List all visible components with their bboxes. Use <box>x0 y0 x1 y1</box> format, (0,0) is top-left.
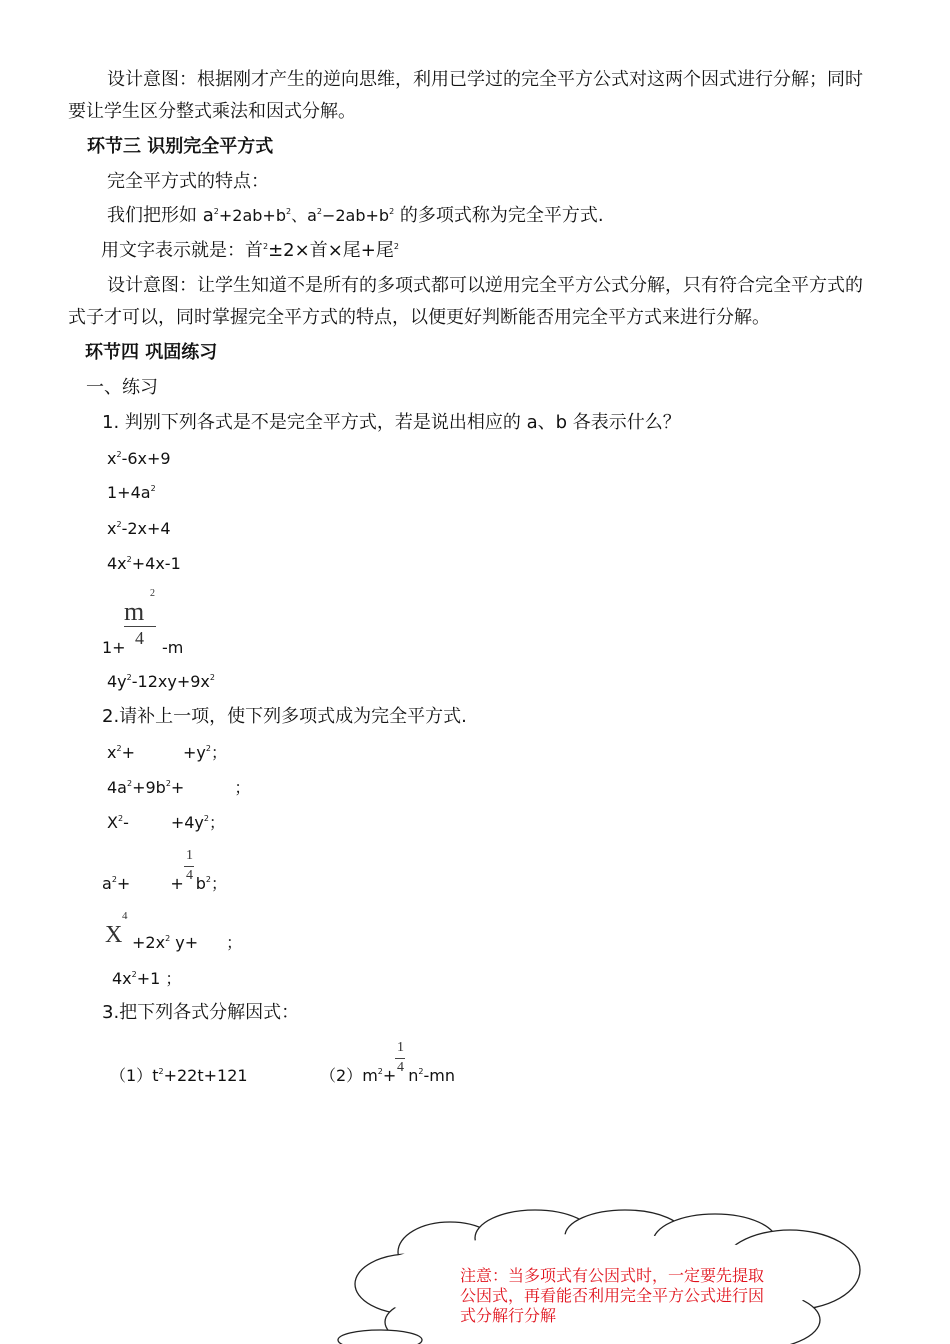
q2-item-3: $X^2- +4y^2$； <box>107 813 226 832</box>
fraction-numerator: 1 <box>397 1040 404 1055</box>
q3-item-1: $(1)t^2+22t+121$ <box>110 1066 248 1085</box>
fraction-denominator: 4 <box>397 1060 404 1075</box>
fraction-denominator: 4 <box>186 868 193 883</box>
q2-item-1: $x^2+ +y^2$； <box>107 743 227 762</box>
features-heading: 完全平方式的特点： <box>107 171 269 192</box>
exponent-4: 4 <box>122 910 128 922</box>
section4-title: 环节四 巩固练习 <box>85 342 218 363</box>
intent-line-1: 设计意图：根据刚才产生的逆向思维，利用已学过的完全平方公式对这两个因式进行分解；同时 <box>107 69 863 90</box>
fraction-numerator-m: m <box>124 597 145 626</box>
q1-item-2: $1+4a^2$ <box>107 483 156 502</box>
fraction-denominator: 4 <box>135 628 144 648</box>
part1-heading: 一、练习 <box>86 377 158 398</box>
item5-expression: $+2x^2$ y+ ； <box>132 933 243 952</box>
item5-suffix: -m <box>162 638 184 657</box>
big-x: X <box>105 922 123 948</box>
q1-item-1: $x^2-6x+9$ <box>107 449 171 468</box>
definition-prefix: 我们把形如 a <box>107 205 214 226</box>
fraction-numerator: 1 <box>186 848 193 863</box>
q1-item-4: $4x^2+4x-1$ <box>107 554 181 573</box>
q2-item-2: $4a^2+9b^2+$ ； <box>107 778 251 797</box>
definition-line: 我们把形如 $a^2+2ab+b^2$、$a^2-2ab+b^2$ 的多项式称为完全平方式. <box>107 205 604 226</box>
question-3: 3.把下列各式分解因式： <box>102 1002 300 1023</box>
fraction-bar <box>124 626 156 627</box>
item4-expression: $a^2+ + b^2$； <box>102 874 227 893</box>
fraction-bar <box>395 1058 405 1059</box>
intent2-line-2: 式子才可以，同时掌握完全平方式的特点，以便更好判断能否用完全平方式来进行分解。 <box>68 307 770 328</box>
section3-title: 环节三 识别完全平方式 <box>87 136 274 157</box>
cloud-note-text: 注意：当多项式有公因式时，一定要先提取公因式，再看能否利用完全平方公式进行因式分解行分解 <box>460 1266 765 1325</box>
word-formula: 用文字表示就是：首$^2$±2×首×尾+尾$^2$ <box>101 240 399 261</box>
q2-item-6: $4x^2+1$ ； <box>112 969 182 988</box>
intent-line-2: 要让学生区分整式乘法和因式分解。 <box>68 101 356 122</box>
q1-item-3: $x^2-2x+4$ <box>107 519 171 538</box>
fraction-exponent: 2 <box>150 588 155 599</box>
q3-item-2-expression: $(2)m^2+ n^2-mn$ <box>320 1066 456 1085</box>
item5-prefix: 1+ <box>102 638 126 657</box>
intent2-line-1: 设计意图：让学生知道不是所有的多项式都可以逆用完全平方公式分解，只有符合完全平方式的 <box>107 275 863 296</box>
question-2: 2.请补上一项，使下列多项式成为完全平方式. <box>102 706 467 727</box>
question-1: 1. 判别下列各式是不是完全平方式，若是说出相应的 a、b 各表示什么？ <box>102 412 681 433</box>
fraction-bar <box>184 866 194 867</box>
q1-item-6: $4y^2-12xy+9x^2$ <box>107 672 215 691</box>
